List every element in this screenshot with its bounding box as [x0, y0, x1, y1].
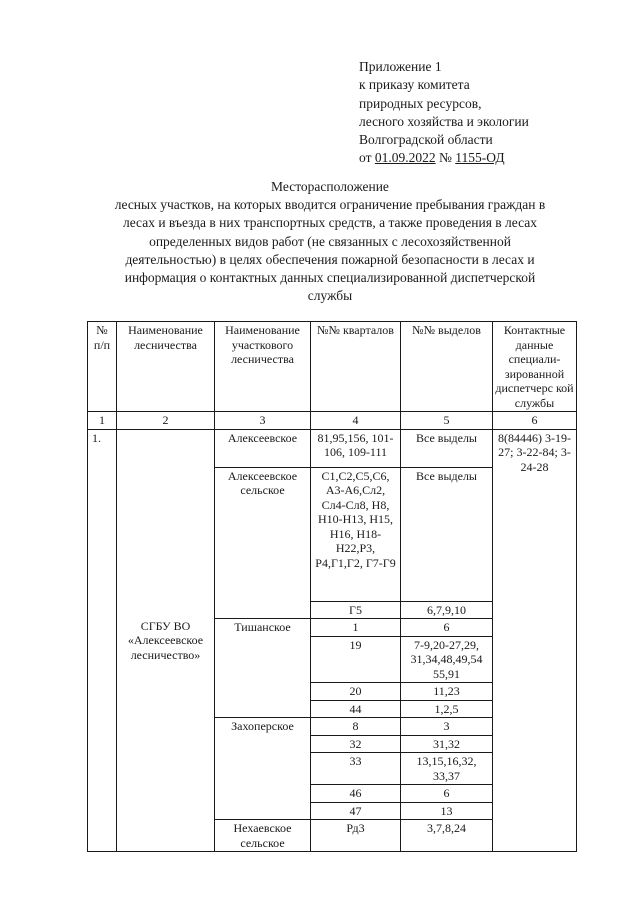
header-cell: Наименование лесничества — [117, 322, 215, 412]
plots-cell: 7-9,20-27,29, 31,34,48,49,54 55,91 — [401, 636, 493, 683]
order-number: 1155-ОД — [455, 150, 505, 166]
header-cell: №№ кварталов — [311, 322, 401, 412]
order-date-line — [359, 149, 529, 167]
forest-areas-table — [87, 321, 577, 852]
quarters-cell: 19 — [311, 636, 401, 683]
header-cell: №№ выделов — [401, 322, 493, 412]
quarters-cell: 20 — [311, 683, 401, 701]
appendix-line: Волгоградской области — [359, 132, 493, 148]
header-row — [88, 322, 577, 412]
quarters-cell: 44 — [311, 700, 401, 718]
quarters-cell: 33 — [311, 753, 401, 785]
plots-cell: 6 — [401, 785, 493, 803]
district-cell: Алексеевское сельское — [215, 467, 311, 619]
document-title — [80, 178, 580, 305]
plots-cell: 31,32 — [401, 735, 493, 753]
plots-cell: 6 — [401, 619, 493, 637]
plots-cell: Все выделы — [401, 467, 493, 601]
column-number-cell: 5 — [401, 412, 493, 430]
order-date: 01.09.2022 — [374, 150, 436, 166]
header-cell: Контактные данные специали-зированной диспетчерс кой службы — [493, 322, 577, 412]
appendix-block — [359, 58, 529, 168]
column-number-cell: 3 — [215, 412, 311, 430]
quarters-cell: Рд3 — [311, 820, 401, 852]
header-cell: № п/п — [88, 322, 117, 412]
district-cell: Тишанское — [215, 619, 311, 718]
quarters-cell: 32 — [311, 735, 401, 753]
forestry-cell: СГБУ ВО «Алексеевское лесничество» — [117, 429, 215, 852]
title-heading: Месторасположение — [271, 179, 389, 194]
title-line: деятельностью) в целях обеспечения пожарной безопасности в лесах и — [125, 251, 535, 267]
plots-cell: 11,23 — [401, 683, 493, 701]
column-number-row — [88, 412, 577, 430]
plots-cell: 6,7,9,10 — [401, 601, 493, 619]
appendix-line: лесного хозяйства и экологии — [359, 113, 529, 129]
title-line: лесных участков, на которых вводится ограничение пребывания граждан в — [114, 197, 546, 213]
number-prefix: № — [435, 150, 456, 166]
column-number-cell: 2 — [117, 412, 215, 430]
plots-cell: 3,7,8,24 — [401, 820, 493, 852]
column-number-cell: 4 — [311, 412, 401, 430]
row-number-cell: 1. — [88, 429, 117, 852]
plots-cell: 3 — [401, 718, 493, 736]
district-cell: Алексеевское — [215, 429, 311, 467]
quarters-cell: 47 — [311, 802, 401, 820]
title-line: определенных видов работ (не связанных с лесохозяйственной — [149, 233, 511, 249]
column-number-cell: 6 — [493, 412, 577, 430]
quarters-cell: 81,95,156, 101-106, 109-111 — [311, 429, 401, 467]
appendix-line: к приказу комитета — [359, 77, 470, 93]
title-line: службы — [307, 288, 353, 304]
header-cell: Наименование участкового лесничества — [215, 322, 311, 412]
quarters-cell: Г5 — [311, 601, 401, 619]
quarters-cell: 46 — [311, 785, 401, 803]
table-row — [88, 429, 577, 467]
district-cell: Захоперское — [215, 718, 311, 820]
quarters-cell: 1 — [311, 619, 401, 637]
column-number-cell: 1 — [88, 412, 117, 430]
district-cell: Нехаевское сельское — [215, 820, 311, 852]
appendix-line: природных ресурсов, — [359, 95, 482, 111]
title-line: информация о контактных данных специализированной диспетчерской — [124, 270, 536, 286]
plots-cell: 1,2,5 — [401, 700, 493, 718]
quarters-cell: С1,С2,С5,С6, А3-А6,Сл2, Сл4-Сл8, Н8, Н10-Н13, Н15, Н16, Н18-Н22,Р3, Р4,Г1,Г2, Г7-Г9 — [311, 467, 401, 601]
appendix-line: Приложение 1 — [359, 59, 442, 74]
title-line: лесах и въезда в них транспортных средств, а также проведения в лесах — [122, 215, 538, 231]
quarters-cell: 8 — [311, 718, 401, 736]
plots-cell: Все выделы — [401, 429, 493, 467]
plots-cell: 13,15,16,32, 33,37 — [401, 753, 493, 785]
contacts-cell: 8(84446) 3-19-27; 3-22-84; 3-24-28 — [493, 429, 577, 852]
plots-cell: 13 — [401, 802, 493, 820]
date-prefix: от — [359, 150, 375, 166]
